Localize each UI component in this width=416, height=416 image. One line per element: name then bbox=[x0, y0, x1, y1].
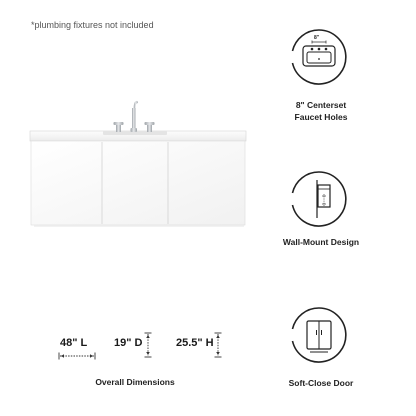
height-arrow-icon bbox=[214, 332, 222, 358]
feature-soft-close-label: Soft-Close Door bbox=[288, 378, 354, 388]
dimension-depth: 19" D bbox=[114, 337, 143, 349]
soft-close-door-icon bbox=[290, 306, 348, 364]
feature-faucet-holes-line2: Faucet Holes bbox=[294, 112, 348, 122]
depth-arrow-icon bbox=[144, 332, 152, 358]
width-arrow-icon bbox=[58, 352, 96, 360]
dimension-width: 48" L bbox=[60, 337, 88, 349]
feature-faucet-holes-line1: 8" Centerset bbox=[295, 100, 347, 110]
feature-wall-mount-label: Wall-Mount Design bbox=[282, 237, 360, 247]
faucet-spacing-label: 8" bbox=[314, 35, 320, 41]
dimension-height: 25.5" H bbox=[176, 337, 214, 349]
wall-mount-icon bbox=[290, 170, 348, 228]
dimensions-caption: Overall Dimensions bbox=[95, 377, 175, 387]
vanity-cabinet bbox=[31, 141, 245, 225]
plumbing-note: *plumbing fixtures not included bbox=[31, 20, 154, 30]
feature-faucet-holes-label bbox=[266, 99, 376, 123]
faucet bbox=[114, 101, 155, 132]
